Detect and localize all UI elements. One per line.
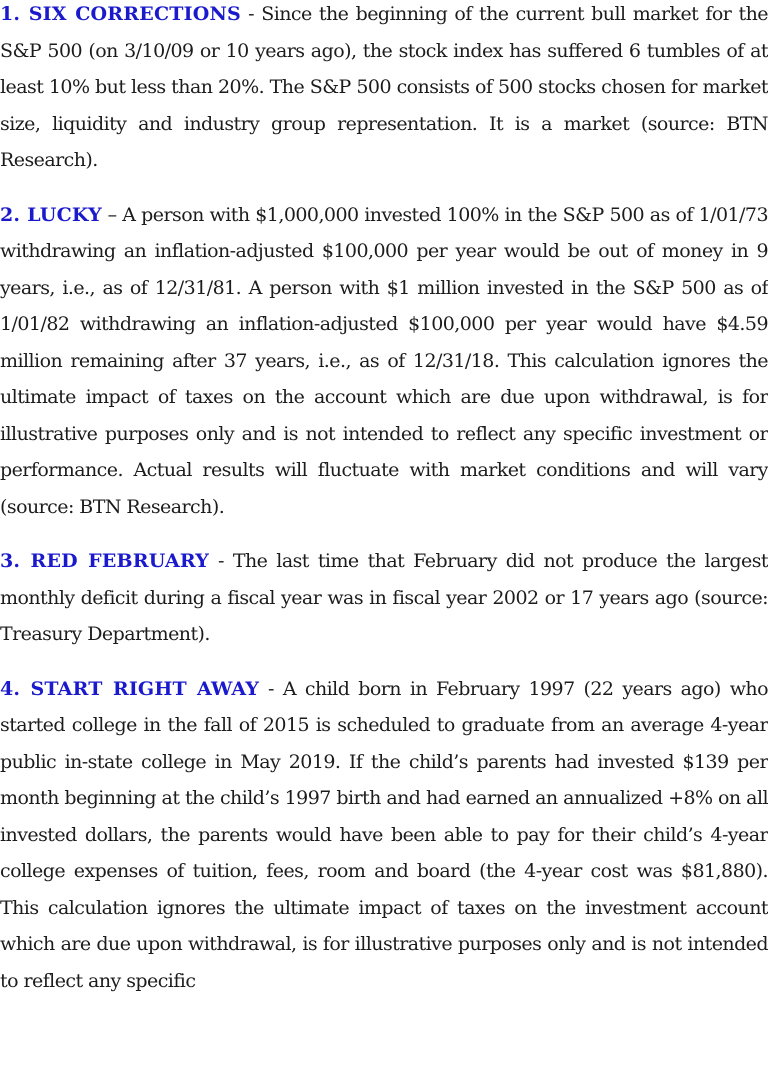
item-body: Since the beginning of the current bull market for the S&P 500 (on 3/10/09 or 10 years ago), the stock index has suffered 6 tumbles of at least 10% but less than 20%. The S&P 500 consists of 500 stocks chosen for market size, liquidity and industry group representation. It is a market (source: BTN Research). — [0, 3, 768, 171]
item-separator: – — [101, 203, 123, 226]
item-heading: 3. RED FEBRUARY — [0, 550, 210, 572]
item-start-right-away — [0, 671, 768, 1000]
item-separator: - — [240, 3, 262, 25]
item-separator: - — [209, 550, 233, 572]
item-body: A child born in February 1997 (22 years ago) who started college in the fall of 2015 is scheduled to graduate from an average 4-year public in-state college in May 2019. If the child’s parents had invested $139 per month beginning at the child’s 1997 birth and had earned an annualized +8% on all invested dollars, the parents would have been able to pay for their child’s 4-year college expenses of tuition, fees, room and board (the 4-year cost was $81,880). This calculation ignores the ultimate impact of taxes on the investment account which are due upon withdrawal, is for illustrative purposes only and is not intended to reflect any specific — [0, 677, 768, 992]
item-body: A person with $1,000,000 invested 100% in the S&P 500 as of 1/01/73 withdrawing an inflation-adjusted $100,000 per year would be out of money in 9 years, i.e., as of 12/31/81. A person with $1 million invested in the S&P 500 as of 1/01/82 withdrawing an inflation-adjusted $100,000 per year would have $4.59 million remaining after 37 years, i.e., as of 12/31/18. This calculation ignores the ultimate impact of taxes on the account which are due upon withdrawal, is for illustrative purposes only and is not intended to reflect any specific investment or performance. Actual results will fluctuate with market conditions and will vary (source: BTN Research). — [0, 203, 768, 518]
item-six-corrections — [0, 0, 768, 179]
item-lucky — [0, 197, 768, 526]
item-heading: 2. LUCKY — [0, 203, 102, 226]
item-heading: 4. START RIGHT AWAY — [0, 677, 260, 700]
item-separator: - — [259, 677, 283, 700]
item-heading: 1. SIX CORRECTIONS — [0, 3, 241, 25]
item-red-february — [0, 543, 768, 653]
item-body: The last time that February did not produce the largest monthly deficit during a fiscal year was in fiscal year 2002 or 17 years ago (source: Treasury Department). — [0, 550, 768, 645]
